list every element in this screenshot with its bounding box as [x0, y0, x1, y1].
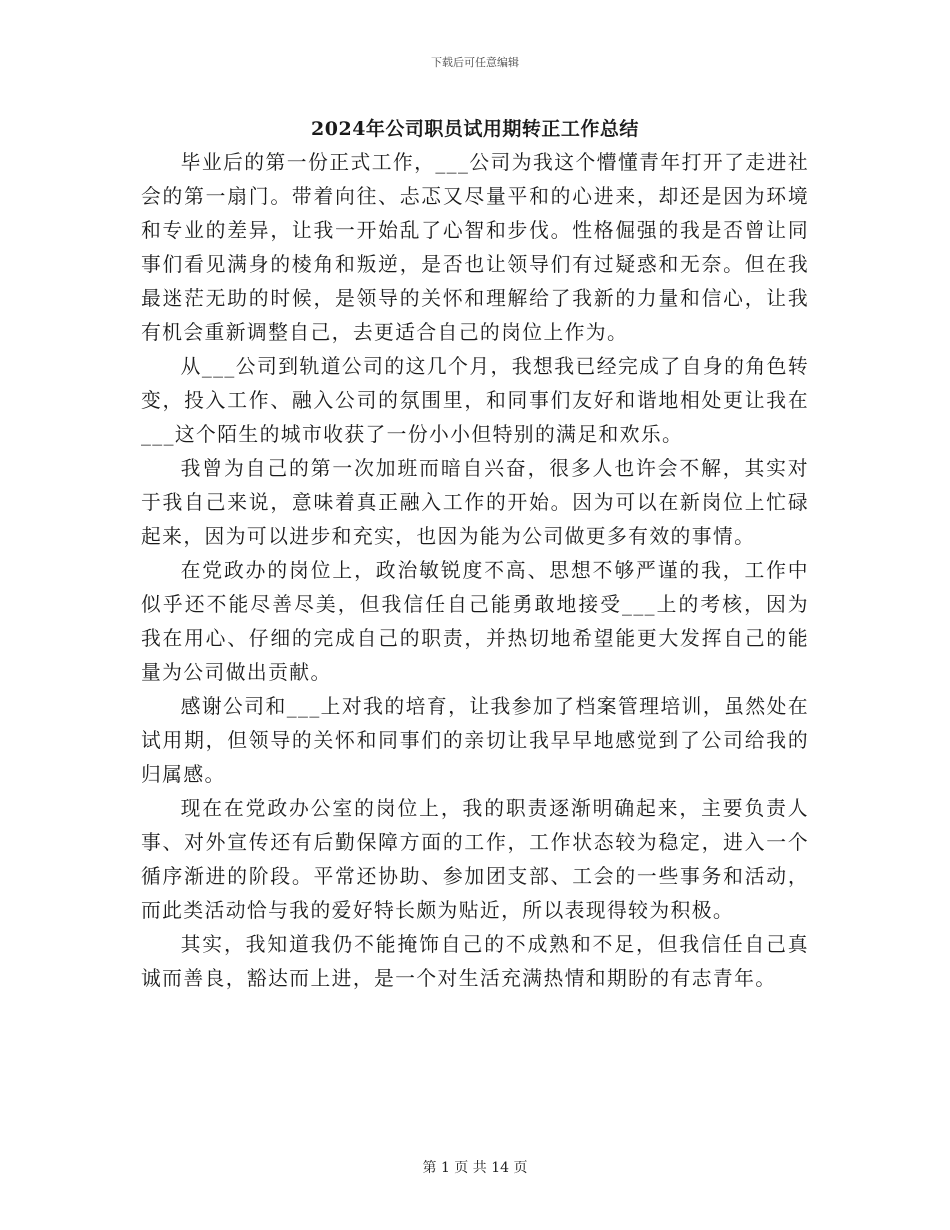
paragraph: 我曾为自己的第一次加班而暗自兴奋，很多人也许会不解，其实对于我自己来说，意味着真正融入工作的开始。因为可以在新岗位上忙碌起来，因为可以进步和充实，也因为能为公司做更多有效的事情。 [141, 457, 809, 548]
header-note: 下载后可任意编辑 [431, 56, 519, 69]
paragraph: 感谢公司和___上对我的培育，让我参加了档案管理培训，虽然处在试用期，但领导的关怀和同事们的亲切让我早早地感觉到了公司给我的归属感。 [141, 695, 809, 786]
paragraph: 从___公司到轨道公司的这几个月，我想我已经完成了自身的角色转变，投入工作、融入公司的氛围里，和同事们友好和谐地相处更让我在___这个陌生的城市收获了一份小小但特别的满足和欢乐。 [141, 355, 809, 446]
document-body [141, 146, 809, 996]
paragraph: 在党政办的岗位上，政治敏锐度不高、思想不够严谨的我，工作中似乎还不能尽善尽美，但我信任自己能勇敢地接受___上的考核，因为我在用心、仔细的完成自己的职责，并热切地希望能更大发挥自己的能量为公司做出贡献。 [141, 559, 809, 684]
document-title: 2024年公司职员试用期转正工作总结 [311, 118, 639, 140]
paragraph: 其实，我知道我仍不能掩饰自己的不成熟和不足，但我信任自己真诚而善良，豁达而上进，是一个对生活充满热情和期盼的有志青年。 [141, 933, 809, 990]
page-number-footer: 第 1 页 共 14 页 [422, 1160, 528, 1176]
paragraph: 毕业后的第一份正式工作，___公司为我这个懵懂青年打开了走进社会的第一扇门。带着向往、忐忑又尽量平和的心进来，却还是因为环境和专业的差异，让我一开始乱了心智和步伐。性格倔强的我是否曾让同事们看见满身的棱角和叛逆，是否也让领导们有过疑惑和无奈。但在我最迷茫无助的时候，是领导的关怀和理解给了我新的力量和信心，让我有机会重新调整自己，去更适合自己的岗位上作为。 [141, 151, 809, 344]
paragraph: 现在在党政办公室的岗位上，我的职责逐渐明确起来，主要负责人事、对外宣传还有后勤保障方面的工作，工作状态较为稳定，进入一个循序渐进的阶段。平常还协助、参加团支部、工会的一些事务和活动，而此类活动恰与我的爱好特长颇为贴近，所以表现得较为积极。 [141, 797, 809, 922]
